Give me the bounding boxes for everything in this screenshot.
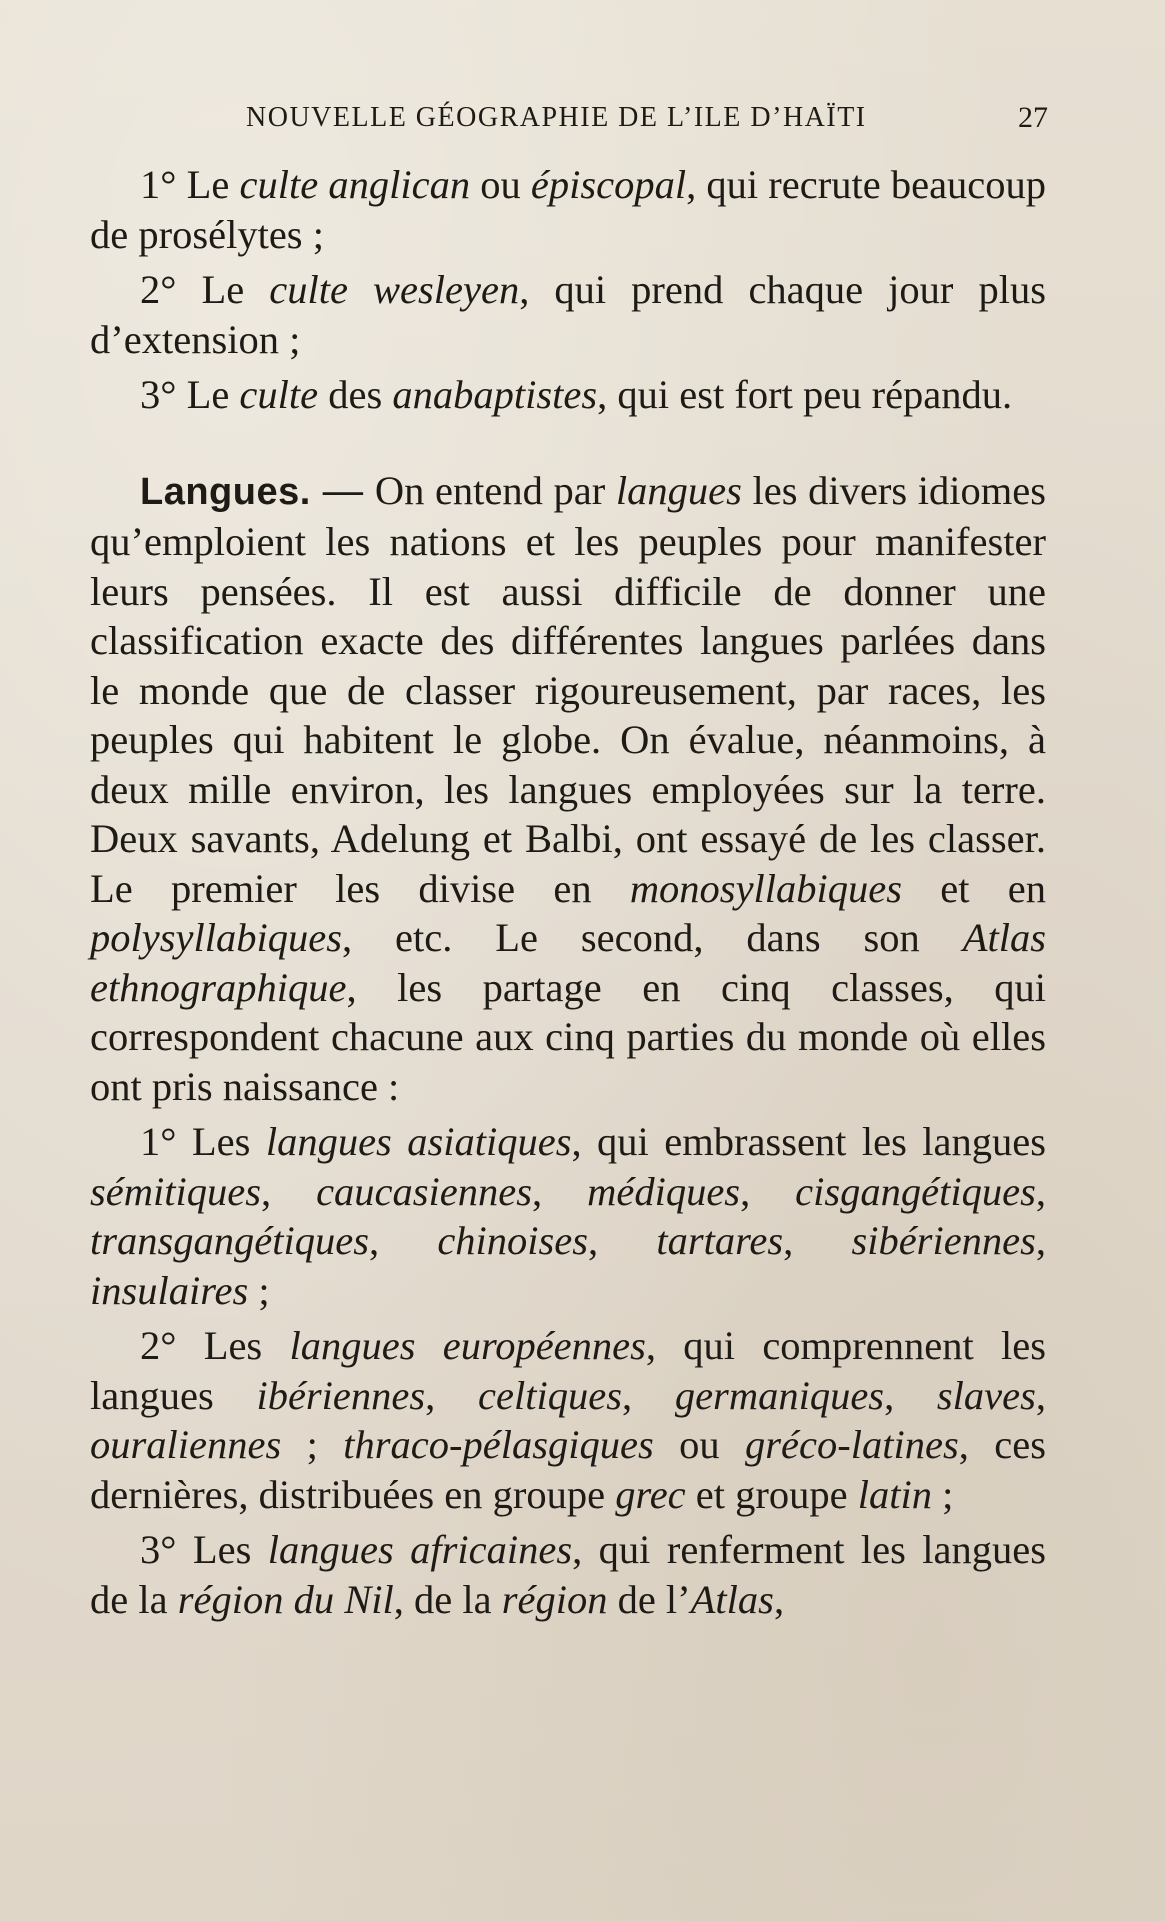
langues-paragraph: Langues. — On entend par langues les divers idiomes qu’emploient les nations et les peuples pour manifester leurs pensées. Il est aussi difficile de donner une classification exacte des différentes langues parlées dans le monde que de classer rigoureusement, par races, les peuples qui habitent le globe. On évalue, néanmoins, à deux mille environ, les langues employées sur la terre. Deux savants, Adelung et Balbi, ont essayé de les classer. Le premier les divise en monosyllabiques et en polysyllabiques, etc. Le second, dans son Atlas ethnographique, les partage en cinq classes, qui correspondent chacune aux cinq parties du monde où elles ont pris naissance :	[90, 466, 1046, 1109]
italic-term: chinoises	[437, 1218, 589, 1263]
class-item-asiatiques: 1° Les langues asiatiques, qui embrassent les langues sémitiques, caucasiennes, médiques, cisgangétiques, transgangétiques, chinoises, tartares, sibériennes, insulaires ;	[90, 1119, 1047, 1313]
page-body	[90, 160, 1046, 1624]
italic-term: médiques	[587, 1168, 741, 1214]
cult-item-anglican: 1° Le culte anglican ou épiscopal, qui recrute beaucoup de prosélytes ;	[90, 162, 1047, 257]
italic-term: ibériennes	[256, 1372, 426, 1418]
italic-term: langues européennes	[289, 1323, 646, 1368]
italic-term: culte	[239, 372, 319, 417]
running-title: NOUVELLE GÉOGRAPHIE DE L’ILE D’HAÏTI	[246, 102, 867, 133]
italic-term: tartares	[656, 1218, 784, 1263]
page-number: 27	[1018, 101, 1048, 134]
italic-term: caucasiennes	[316, 1168, 533, 1214]
item-number: 2°	[140, 267, 202, 312]
cult-item-anabaptistes: 3° Le culte des anabaptistes, qui est fort peu répandu.	[140, 372, 1013, 417]
italic-term: langues africaines	[267, 1527, 573, 1572]
em-dash: —	[310, 466, 375, 513]
italic-term: gréco-latines	[745, 1422, 959, 1467]
item-number: 1°	[140, 162, 187, 207]
italic-term: germaniques	[674, 1372, 885, 1418]
italic-term: sémitiques	[90, 1168, 261, 1214]
italic-term: culte anglican	[239, 162, 471, 207]
italic-term: culte wesleyen	[269, 267, 520, 312]
italic-term: slaves	[936, 1372, 1036, 1418]
class-item-africaines: 3° Les langues africaines, qui renferment les langues de la région du Nil, de la région de l’Atlas,	[90, 1527, 1046, 1622]
item-number: 3°	[140, 372, 187, 417]
italic-term: anabaptistes	[392, 372, 598, 417]
italic-term: grec	[615, 1471, 686, 1517]
italic-term: langues asiatiques	[265, 1119, 572, 1164]
item-number: 2°	[140, 1323, 204, 1368]
italic-term: région	[501, 1576, 608, 1622]
italic-term: monosyllabiques	[629, 865, 903, 911]
section-heading: Langues.	[140, 470, 311, 513]
italic-term: ouraliennes	[90, 1422, 282, 1467]
item-number: 1°	[140, 1119, 192, 1164]
italic-term: transgangétiques	[90, 1218, 369, 1263]
italic-term: cisgangétiques	[795, 1168, 1036, 1214]
cult-item-wesleyen: 2° Le culte wesleyen, qui prend chaque jour plus d’extension ;	[90, 267, 1046, 362]
italic-term: Atlas ethnographique	[90, 915, 1046, 1010]
italic-term: épiscopal	[530, 162, 687, 207]
italic-term: langues	[615, 467, 742, 513]
class-item-europeennes: 2° Les langues européennes, qui comprennent les langues ibériennes, celtiques, germaniques, slaves, ouraliennes ; thraco-pélasgiques ou gréco-latines, ces dernières, distribuées en groupe grec et groupe latin ;	[90, 1323, 1047, 1517]
italic-term: celtiques	[478, 1372, 622, 1418]
italic-term: région du Nil	[177, 1576, 394, 1622]
running-head	[88, 98, 1048, 138]
italic-term: latin	[857, 1471, 933, 1517]
italic-term: sibériennes	[851, 1218, 1036, 1263]
italic-term: insulaires	[90, 1267, 249, 1313]
item-number: 3°	[140, 1527, 193, 1572]
italic-term: polysyllabiques	[90, 915, 342, 960]
italic-term: Atlas	[690, 1576, 774, 1622]
italic-term: thraco-pélasgiques	[343, 1422, 654, 1467]
